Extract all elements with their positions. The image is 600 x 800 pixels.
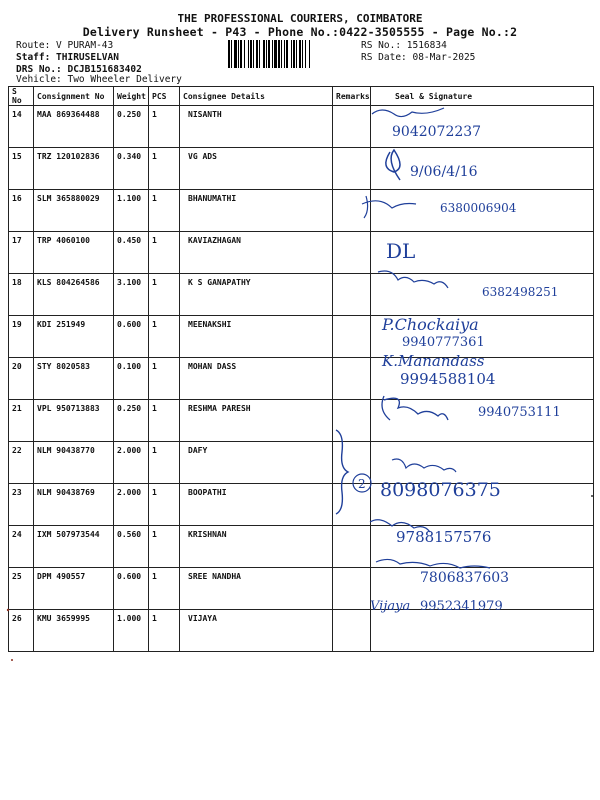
row-pcs: 1 bbox=[149, 610, 180, 652]
route-label: Route: V PURAM-43 bbox=[16, 40, 114, 51]
barcode-bar bbox=[291, 40, 292, 68]
hw-phone-18: 6382498251 bbox=[482, 285, 559, 299]
row-sno: 22 bbox=[9, 442, 34, 484]
row-consignment: DPM 490557 bbox=[34, 568, 114, 610]
row-weight: 0.450 bbox=[114, 232, 149, 274]
barcode-bar bbox=[281, 40, 282, 68]
row-consignment: KMU 3659995 bbox=[34, 610, 114, 652]
barcode-bar bbox=[293, 40, 295, 68]
barcode-bar bbox=[244, 40, 245, 68]
row-weight: 0.560 bbox=[114, 526, 149, 568]
row-weight: 1.000 bbox=[114, 610, 149, 652]
row-pcs: 1 bbox=[149, 484, 180, 526]
row-pcs: 1 bbox=[149, 316, 180, 358]
barcode-bar bbox=[266, 40, 267, 68]
signature-scribble bbox=[392, 459, 456, 472]
row-weight: 2.000 bbox=[114, 442, 149, 484]
signature-scribble bbox=[386, 150, 400, 180]
staff-label: Staff: THIRUSELVAN bbox=[16, 52, 119, 63]
row-pcs: 1 bbox=[149, 400, 180, 442]
row-weight: 3.100 bbox=[114, 274, 149, 316]
row-consignee: VG ADS bbox=[180, 148, 333, 190]
row-sno: 21 bbox=[9, 400, 34, 442]
hw-text-15: 9/06/4/16 bbox=[410, 164, 478, 180]
row-sno: 23 bbox=[9, 484, 34, 526]
barcode-bar bbox=[302, 40, 303, 68]
barcode-bar bbox=[256, 40, 258, 68]
row-sno: 25 bbox=[9, 568, 34, 610]
barcode-bar bbox=[296, 40, 297, 68]
row-sno: 14 bbox=[9, 106, 34, 148]
row-pcs: 1 bbox=[149, 148, 180, 190]
row-consignment: VPL 950713883 bbox=[34, 400, 114, 442]
row-sno: 15 bbox=[9, 148, 34, 190]
barcode-bar bbox=[234, 40, 237, 68]
row-consignment: IXM 507973544 bbox=[34, 526, 114, 568]
barcode-bar bbox=[284, 40, 285, 68]
barcode-bar bbox=[274, 40, 277, 68]
row-consignee: K S GANAPATHY bbox=[180, 274, 333, 316]
company-title: THE PROFESSIONAL COURIERS, COIMBATORE bbox=[177, 12, 423, 25]
row-weight: 1.100 bbox=[114, 190, 149, 232]
col-remarks: Remarks bbox=[333, 87, 371, 106]
row-consignee: BHANUMATHI bbox=[180, 190, 333, 232]
barcode-bar bbox=[272, 40, 273, 68]
col-weight: Weight bbox=[114, 87, 149, 106]
hw-phone-21: 9940753111 bbox=[478, 405, 561, 420]
runsheet-title: Delivery Runsheet - P43 - Phone No.:0422-3505555 - Page No.:2 bbox=[82, 25, 518, 39]
row-pcs: 1 bbox=[149, 358, 180, 400]
row-consignee: SREE NANDHA bbox=[180, 568, 333, 610]
signature-scribble bbox=[378, 271, 448, 288]
col-pcs: PCS bbox=[149, 87, 180, 106]
barcode-bar bbox=[248, 40, 249, 68]
row-consignment: STY 8020583 bbox=[34, 358, 114, 400]
hw-name-26: Vijaya bbox=[370, 599, 411, 614]
row-consignee: KRISHNAN bbox=[180, 526, 333, 568]
signature-scribble bbox=[372, 108, 444, 117]
barcode-bar bbox=[286, 40, 288, 68]
barcode-bar bbox=[240, 40, 242, 68]
row-weight: 0.600 bbox=[114, 568, 149, 610]
row-consignee: NISANTH bbox=[180, 106, 333, 148]
hw-phone-24: 9788157576 bbox=[396, 528, 492, 546]
row-sno: 17 bbox=[9, 232, 34, 274]
hw-phone-25: 7806837603 bbox=[420, 570, 510, 586]
row-consignee: BOOPATHI bbox=[180, 484, 333, 526]
rs-number: RS No.: 1516834 bbox=[361, 40, 447, 51]
barcode-bar bbox=[299, 40, 301, 68]
barcode-bar bbox=[238, 40, 239, 68]
handwritten-signatures bbox=[330, 100, 600, 640]
barcode bbox=[228, 40, 356, 68]
row-pcs: 1 bbox=[149, 568, 180, 610]
row-sno: 26 bbox=[9, 610, 34, 652]
col-consignee: Consignee Details bbox=[180, 87, 333, 106]
hw-phone-19: 9940777361 bbox=[402, 335, 485, 350]
signature-scribble bbox=[362, 196, 416, 218]
row-pcs: 1 bbox=[149, 526, 180, 568]
hw-phone-26: 9952341979 bbox=[420, 599, 503, 614]
barcode-bar bbox=[253, 40, 254, 68]
hw-phone-20: 9994588104 bbox=[400, 370, 496, 388]
row-sno: 20 bbox=[9, 358, 34, 400]
row-consignee: MEENAKSHI bbox=[180, 316, 333, 358]
row-consignee: DAFY bbox=[180, 442, 333, 484]
drs-number: DRS No.: DCJB151683402 bbox=[16, 64, 142, 75]
hw-name-19: P.Chockaiya bbox=[382, 315, 479, 334]
row-weight: 0.250 bbox=[114, 400, 149, 442]
barcode-bar bbox=[228, 40, 230, 68]
row-pcs: 1 bbox=[149, 106, 180, 148]
signature-scribble bbox=[382, 396, 448, 420]
hw-name-20: K.Manandass bbox=[382, 352, 485, 370]
row-consignment: NLM 90438770 bbox=[34, 442, 114, 484]
row-pcs: 1 bbox=[149, 442, 180, 484]
col-signature: Seal & Signature bbox=[371, 87, 594, 106]
vehicle-label: Vehicle: Two Wheeler Delivery bbox=[16, 74, 182, 85]
row-sno: 18 bbox=[9, 274, 34, 316]
hw-phone-23: 8098076375 bbox=[380, 479, 501, 501]
col-consignment: Consignment No bbox=[34, 87, 114, 106]
barcode-bar bbox=[309, 40, 310, 68]
barcode-bar bbox=[305, 40, 306, 68]
row-consignee: KAVIAZHAGAN bbox=[180, 232, 333, 274]
row-pcs: 1 bbox=[149, 190, 180, 232]
barcode-bar bbox=[278, 40, 280, 68]
barcode-bar bbox=[259, 40, 260, 68]
signature-scribble bbox=[376, 559, 490, 568]
barcode-bar bbox=[263, 40, 265, 68]
rs-date: RS Date: 08-Mar-2025 bbox=[361, 52, 476, 63]
barcode-bar bbox=[250, 40, 252, 68]
row-consignee: VIJAYA bbox=[180, 610, 333, 652]
row-pcs: 1 bbox=[149, 232, 180, 274]
row-weight: 0.250 bbox=[114, 106, 149, 148]
row-sno: 19 bbox=[9, 316, 34, 358]
hw-count-23: 2 bbox=[358, 477, 366, 491]
row-consignee: MOHAN DASS bbox=[180, 358, 333, 400]
row-consignment: MAA 869364488 bbox=[34, 106, 114, 148]
row-weight: 0.100 bbox=[114, 358, 149, 400]
row-weight: 0.340 bbox=[114, 148, 149, 190]
row-consignee: RESHMA PARESH bbox=[180, 400, 333, 442]
row-consignment: SLM 365880029 bbox=[34, 190, 114, 232]
hw-text-17: DL bbox=[386, 239, 416, 263]
row-consignment: TRZ 120102836 bbox=[34, 148, 114, 190]
barcode-bar bbox=[231, 40, 232, 68]
grouping-bracket bbox=[336, 430, 348, 514]
row-weight: 2.000 bbox=[114, 484, 149, 526]
hw-phone-14: 9042072237 bbox=[392, 124, 482, 140]
row-consignment: KLS 804264586 bbox=[34, 274, 114, 316]
row-sno: 16 bbox=[9, 190, 34, 232]
row-sno: 24 bbox=[9, 526, 34, 568]
row-pcs: 1 bbox=[149, 274, 180, 316]
hw-phone-16: 6380006904 bbox=[440, 201, 517, 215]
row-consignment: TRP 4060100 bbox=[34, 232, 114, 274]
row-weight: 0.600 bbox=[114, 316, 149, 358]
row-consignment: NLM 90438769 bbox=[34, 484, 114, 526]
col-sno: S No bbox=[9, 87, 34, 106]
barcode-bar bbox=[268, 40, 270, 68]
row-consignment: KDI 251949 bbox=[34, 316, 114, 358]
